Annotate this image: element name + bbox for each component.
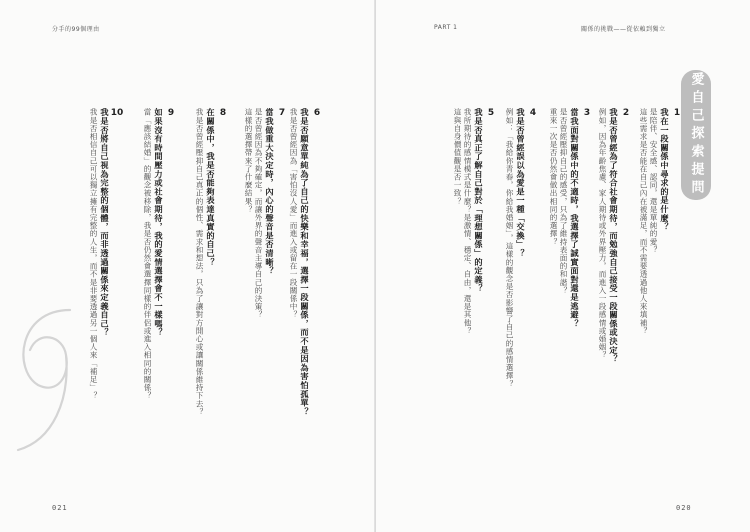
question-4: [504, 108, 540, 468]
question-title: 我是否曾經為了符合社會期待，而勉強自己接受一段關係或決定？: [609, 108, 619, 364]
question-6: [288, 108, 324, 468]
page-number-left: 021: [52, 504, 68, 512]
question-title: 我在一段關係中尋求的是什麼？: [660, 108, 670, 232]
question-title: 在關係中，我是否能夠表達真實的自己？: [206, 108, 216, 267]
question-number: 3: [583, 108, 591, 118]
question-title: 我是否將自己視為完整的個體，而非透過關係來定義自己？: [100, 108, 110, 337]
question-title: 當我面對關係中的不適時，我選擇了誠實面對還是逃避？: [570, 108, 580, 328]
question-title: 我是否真正了解自己對於「理想關係」的定義？: [474, 108, 484, 293]
right-page: [376, 0, 750, 532]
question-8: [194, 108, 230, 468]
running-header-left: 分手的99個理由: [52, 26, 100, 33]
question-body-line: 這與自身價值觀是否一致？: [453, 108, 462, 206]
question-5: [452, 108, 498, 468]
question-number: 4: [529, 108, 537, 118]
question-body-line: 我是否曾經因為「害怕沒人愛」而進入或留在一段關係中？: [289, 108, 298, 319]
decorative-curve-graphic: [8, 300, 78, 460]
question-body-line: 是否曾經因為不夠確定，而讓外界的聲音主導自己的決策？: [254, 108, 263, 319]
question-body-line: 我是否曾經壓抑自己真正的個性、需求和想法，只為了讓對方開心或讓關係維持下去？: [195, 108, 204, 416]
question-body-line: 當「應該結婚」的觀念被移除，我是否仍然會選擇同樣的伴侶或進入相同的關係？: [143, 108, 152, 400]
question-1: [638, 108, 684, 468]
question-body-line: 這樣的選擇帶來了什麼結果？: [244, 108, 253, 214]
running-header-part: PART 1: [434, 24, 458, 31]
question-number: 7: [278, 108, 286, 118]
question-title: 我是否曾經誤以為愛是一種「交換」？: [516, 108, 526, 258]
question-body-line: 例如：「我給你青春，你給我婚姻」，這樣的觀念是否影響了自己的感情選擇？: [505, 108, 514, 388]
question-7: [243, 108, 289, 468]
page-number-right: 020: [676, 504, 692, 512]
question-number: 5: [487, 108, 495, 118]
question-body-line: 是否曾經壓抑自己的感受，只為了維持表面的和諧？: [559, 108, 568, 295]
question-body-line: 這些需求是否能在自己內在被滿足，而不需要透過他人來填補？: [639, 108, 648, 335]
question-body-line: 我所期待的感情模式是什麼？是激情、穩定、自由，還是其他？: [463, 108, 472, 335]
question-body-line: 是陪伴、安全感、認同，還是單純的愛？: [649, 108, 658, 254]
question-title: 我是否願意單純為了自己的快樂和幸福，選擇一段關係，而不是因為害怕孤單？: [300, 108, 310, 416]
left-page: [0, 0, 374, 532]
question-number: 2: [622, 108, 630, 118]
question-number: 10: [110, 108, 124, 118]
question-number: 9: [167, 108, 175, 118]
question-10: [88, 108, 124, 468]
question-body-line: 重來一次是否仍然會做出相同的選擇？: [549, 108, 558, 246]
question-title: 當我做重大決定時，內心的聲音是否清晰？: [265, 108, 275, 276]
question-body-line: 我是否相信自己可以獨立擁有完整的人生，而不是非要透過另一個人來「補足」？: [89, 108, 98, 400]
question-number: 6: [313, 108, 321, 118]
question-body-line: 例如，因為年齡焦慮、家人期待或外界壓力，而進入一段感情或婚姻？: [598, 108, 607, 360]
running-header-chapter: 關係的挑戰——從依賴到獨立: [581, 26, 666, 33]
section-title: 愛自己探索提問: [688, 72, 704, 198]
section-title-badge: [681, 70, 711, 200]
question-9: [142, 108, 178, 468]
question-2: [597, 108, 633, 468]
question-3: [548, 108, 594, 468]
question-number: 1: [673, 108, 681, 118]
question-title: 如果沒有時間壓力或社會期待，我的愛情選擇會不一樣嗎？: [154, 108, 164, 337]
question-number: 8: [219, 108, 227, 118]
